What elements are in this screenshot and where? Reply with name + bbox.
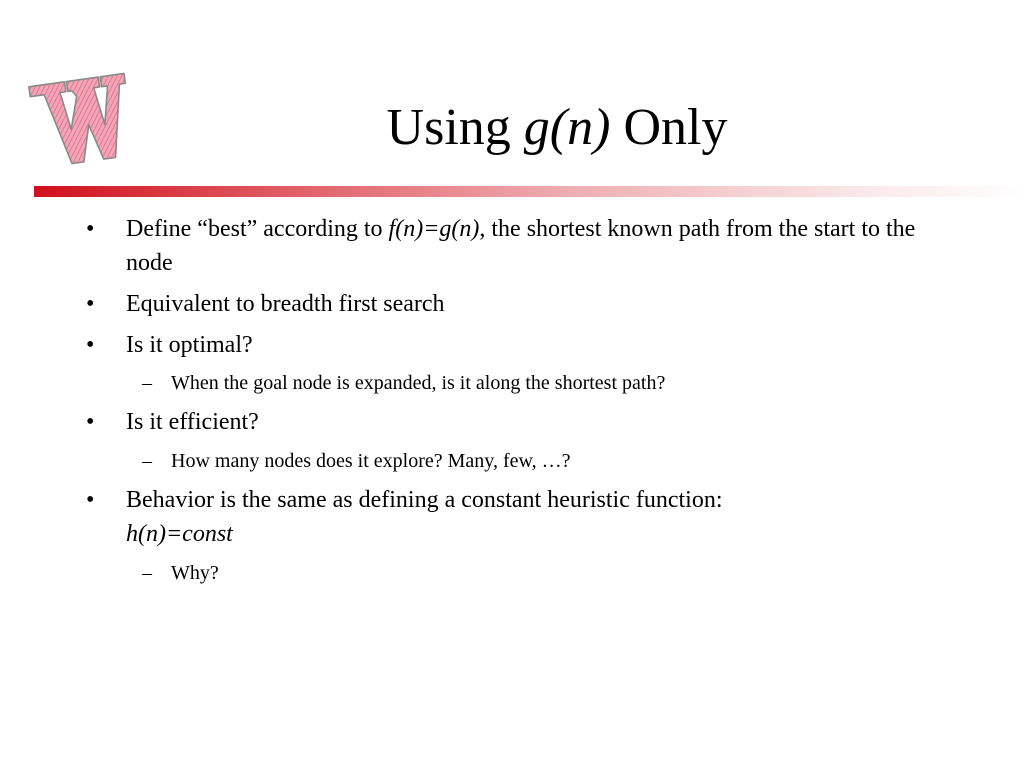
sub-bullet-marker: – [142,450,152,472]
title-suffix: Only [610,99,728,156]
sub-bullet-text: When the goal node is expanded, is it along the shortest path? [171,372,666,394]
bullet-marker: • [86,409,95,435]
bullet-marker: • [86,291,95,317]
sub-bullet-why [142,559,971,587]
bullet-formula: f(n)=g(n) [388,216,480,242]
bullet-formula: h(n)=const [126,521,233,547]
bullet-item-efficient [86,405,956,439]
bullet-text-continued: , the shortest known path from the start to the node [126,216,916,276]
sub-bullet-marker: – [142,372,152,394]
title-prefix: Using [386,99,524,156]
bullet-text: Define “best” according to [126,216,389,242]
sub-bullet-text: Why? [171,562,219,584]
bullet-item-breadth-first [86,287,956,321]
bullet-item-optimal [86,328,956,362]
sub-bullet-goal-node [142,369,971,397]
bullet-text: Is it optimal? [126,332,253,358]
bullet-marker: • [86,216,95,242]
sub-bullet-text: How many nodes does it explore? Many, few, …? [171,450,571,472]
bullet-text: Is it efficient? [126,409,259,435]
title-italic: g(n) [523,99,611,156]
bullet-item-constant-heuristic [86,483,956,551]
sub-bullet-marker: – [142,562,152,584]
bullet-marker: • [86,487,95,513]
bullet-marker: • [86,332,95,358]
bullet-text: Behavior is the same as defining a constant heuristic function: [126,487,723,513]
sub-bullet-nodes-explored [142,447,971,475]
bullet-text: Equivalent to breadth first search [126,291,445,317]
bullet-item-define-best [86,212,956,280]
